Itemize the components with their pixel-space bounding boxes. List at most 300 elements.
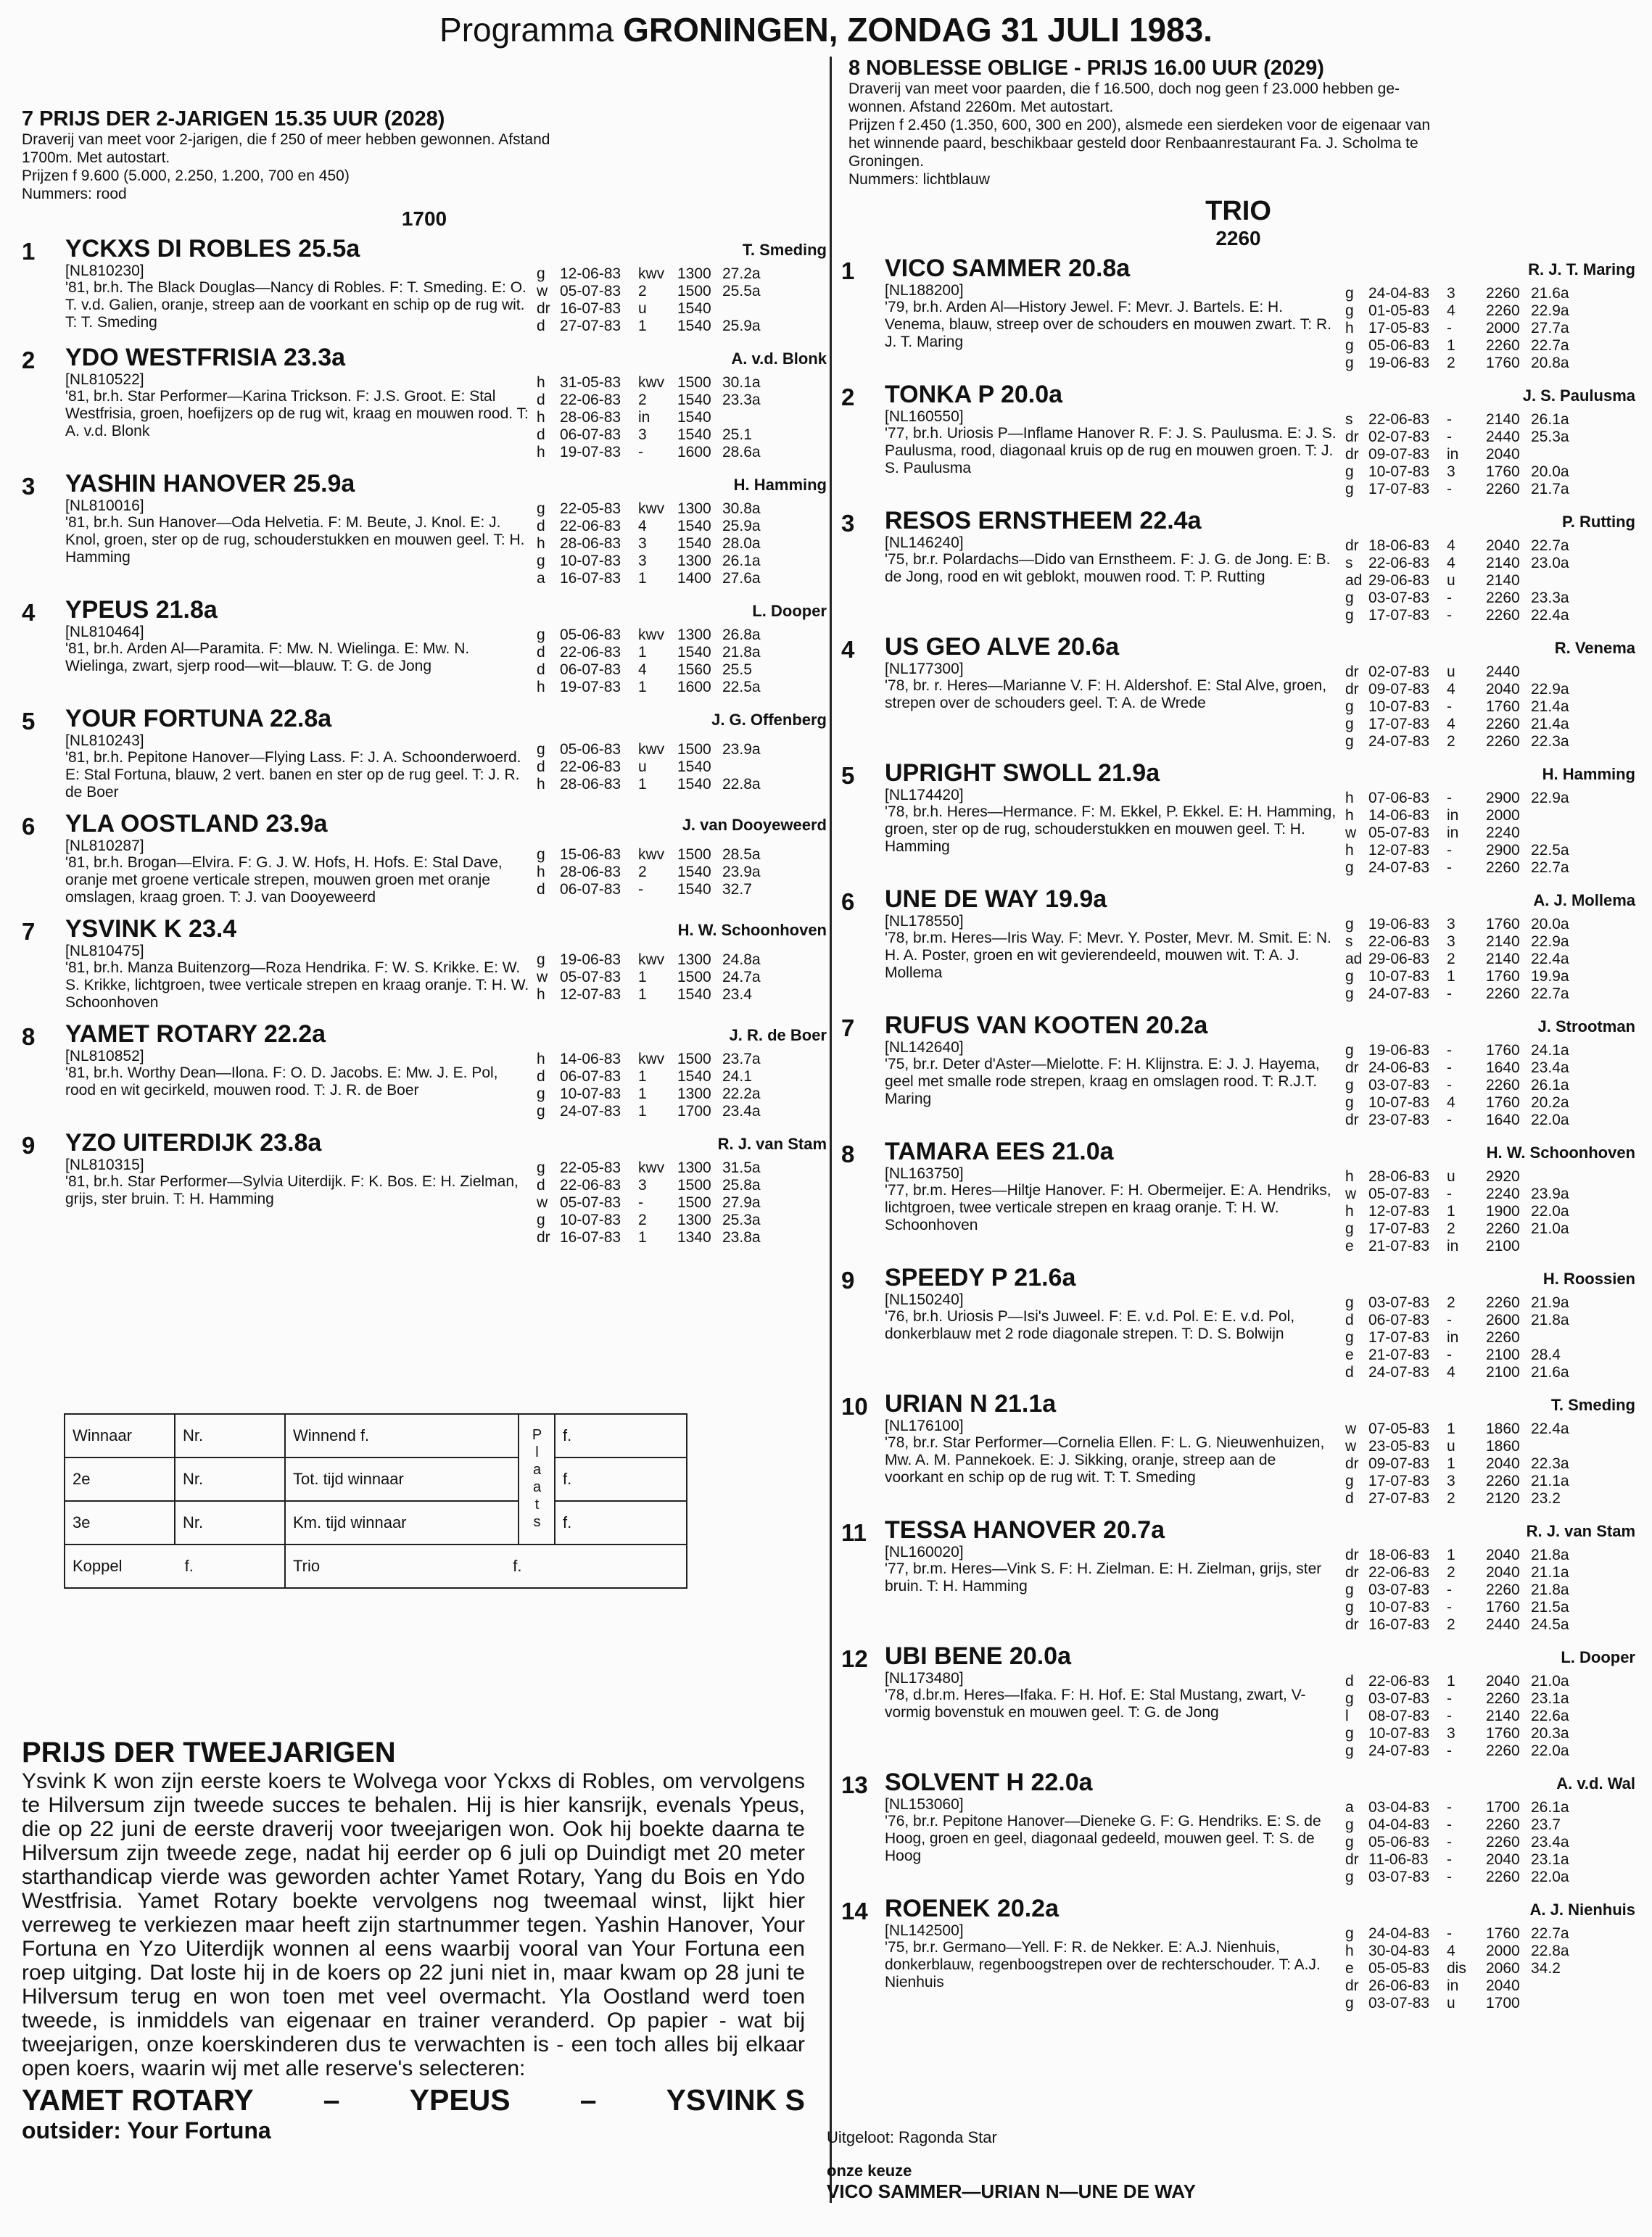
horse-description: '77, br.m. Heres—Vink S. F: H. Zielman. E: H. Zielman, grijs, ster bruin. T: H. Hamming [885, 1560, 1322, 1595]
performance-row [537, 679, 827, 696]
performance-row [537, 644, 827, 661]
horse-entry [841, 759, 1635, 877]
horse-info [885, 1390, 1345, 1508]
horse-name: URIAN N 21.1a [885, 1390, 1057, 1418]
performance-cell: 27.7a [1531, 320, 1569, 336]
performance-cell: 2260 [1486, 733, 1520, 750]
performance-row [1345, 951, 1635, 968]
performance-cell: - [1447, 1599, 1452, 1616]
horse-code: [NL176100] [885, 1418, 964, 1434]
performance-cell: 1860 [1486, 1421, 1520, 1437]
performance-row [1345, 1616, 1635, 1634]
horse-driver: A. v.d. Wal [1556, 1774, 1635, 1793]
horse-name: UBI BENE 20.0a [885, 1642, 1071, 1670]
performance-cell: 2260 [1486, 1220, 1520, 1237]
horse-name: US GEO ALVE 20.6a [885, 633, 1120, 661]
performance-row [1345, 1581, 1635, 1599]
horse-name: YSVINK K 23.4 [65, 915, 237, 943]
performance-cell: 22.4a [1531, 951, 1569, 967]
performance-cell: g [1345, 1869, 1354, 1885]
performance-cell: 1 [1447, 1203, 1455, 1220]
performance-cell: 20.8a [1531, 355, 1569, 371]
performance-cell: g [1345, 302, 1354, 319]
performance-cell: 2 [1447, 1564, 1455, 1581]
performance-cell: 24.5a [1531, 1616, 1569, 1633]
horse-code: [NL160020] [885, 1544, 964, 1560]
performance-cell: ad [1345, 951, 1363, 967]
performance-row [1345, 1238, 1635, 1255]
performance-cell: 10-07-83 [560, 1086, 621, 1102]
horse-driver: H. Hamming [733, 476, 827, 494]
horse-number: 12 [841, 1645, 868, 1672]
performance-cell: 1540 [677, 535, 711, 552]
horse-name: UPRIGHT SWOLL 21.9a [885, 759, 1160, 787]
performance-cell: h [537, 374, 545, 391]
performance-row [1345, 1834, 1635, 1851]
performance-cell: g [1345, 607, 1354, 624]
horse-number: 2 [841, 384, 855, 410]
performance-cell: 03-07-83 [1368, 1869, 1430, 1885]
performance-cell: in [1447, 446, 1459, 463]
result-winner-label: Winnaar [65, 1414, 175, 1457]
horse-number: 8 [22, 1023, 36, 1050]
performance-row [1345, 1329, 1635, 1347]
performance-cell: 22.0a [1531, 1203, 1569, 1220]
horse-info [885, 1642, 1345, 1760]
performance-row [537, 1086, 827, 1103]
horse-code: [NL810315] [65, 1157, 144, 1173]
horse-form [537, 810, 827, 906]
horse-name: RUFUS VAN KOOTEN 20.2a [885, 1012, 1208, 1039]
performance-cell: g [1345, 1925, 1354, 1942]
performance-cell: 28-06-83 [560, 409, 621, 426]
performance-row [1345, 1042, 1635, 1059]
performance-cell: 1600 [677, 444, 711, 460]
result-third-label: 3e [65, 1501, 175, 1545]
performance-cell: 28-06-83 [1368, 1168, 1430, 1185]
performance-cell: 03-07-83 [1368, 590, 1430, 606]
horse-entry [841, 255, 1635, 372]
horse-driver: J. G. Offenberg [711, 711, 827, 729]
performance-cell: 1560 [677, 661, 711, 678]
performance-cell: - [1447, 790, 1452, 806]
horse-description: '81, br.h. The Black Douglas—Nancy di Robles. F: T. Smeding. E: O. T. v.d. Galien, oranje, streep aan de voorkant en schip op de rug wit. T: T. Smeding [65, 279, 526, 331]
performance-cell: 1500 [677, 1177, 711, 1194]
horse-form [537, 344, 827, 461]
horse-form [1345, 1390, 1635, 1508]
performance-cell: 03-07-83 [1368, 1995, 1430, 2011]
horse-number: 9 [841, 1267, 855, 1294]
horse-code: [NL810287] [65, 838, 144, 854]
horse-info [885, 1264, 1345, 1381]
performance-cell: 2440 [1486, 429, 1520, 445]
horse-name: TAMARA EES 21.0a [885, 1138, 1114, 1165]
performance-row [1345, 807, 1635, 824]
performance-cell: 22.8a [722, 776, 761, 793]
horse-entry [22, 596, 827, 696]
performance-row [1345, 968, 1635, 985]
performance-cell: 23.2 [1531, 1490, 1561, 1507]
performance-cell: 1300 [677, 627, 711, 643]
performance-cell: 1760 [1486, 1042, 1520, 1059]
performance-cell: - [1447, 1581, 1452, 1598]
performance-cell: 27.2a [722, 265, 761, 282]
horse-info [885, 1516, 1345, 1634]
performance-cell: 1 [638, 986, 647, 1003]
performance-cell: h [537, 864, 545, 880]
performance-cell: s [1345, 933, 1353, 950]
performance-cell: 2260 [1486, 985, 1520, 1002]
performance-row [1345, 824, 1635, 842]
performance-cell: kwv [638, 500, 665, 517]
performance-row [537, 409, 827, 426]
performance-cell: 10-07-83 [1368, 698, 1430, 715]
horse-info [65, 810, 537, 906]
performance-row [1345, 1473, 1635, 1490]
horse-code: [NL178550] [885, 913, 964, 930]
horse-name: YCKXS DI ROBLES 25.5a [65, 235, 360, 262]
performance-row [1345, 933, 1635, 951]
performance-cell: 19-07-83 [560, 679, 621, 695]
performance-cell: 1 [1447, 1673, 1455, 1690]
performance-cell: 21.5a [1531, 1599, 1569, 1616]
performance-cell [722, 409, 788, 426]
performance-row [537, 283, 827, 300]
horse-description: '81, br.h. Manza Buitenzorg—Roza Hendrika. F: W. S. Krikke. E: W. S. Krikke, lichtgroen, twee verticale strepen en kraag oranje. T: H. W. Schoonhoven [65, 959, 529, 1011]
horse-form [1345, 1264, 1635, 1381]
performance-row [537, 846, 827, 864]
performance-cell: 10-07-83 [1368, 463, 1430, 480]
performance-cell: 22-05-83 [560, 1159, 621, 1176]
performance-row [1345, 481, 1635, 498]
performance-cell: 2000 [1486, 320, 1520, 336]
performance-cell: g [1345, 1742, 1354, 1759]
horse-number: 9 [22, 1132, 36, 1159]
horse-form [1345, 633, 1635, 751]
horse-description: '77, br.m. Heres—Hiltje Hanover. F: H. Obermeijer. E: A. Hendriks, lichtgroen, twee verticale strepen en kraag oranje. T: H. W. Schoonhoven [885, 1182, 1331, 1233]
performance-row [537, 570, 827, 587]
performance-cell: 2100 [1486, 1238, 1520, 1254]
performance-cell: 22.9a [1531, 302, 1569, 319]
performance-cell: 10-07-83 [560, 553, 621, 569]
performance-cell: 2240 [1486, 824, 1520, 841]
performance-cell: 12-07-83 [1368, 1203, 1430, 1220]
performance-cell: - [1447, 429, 1452, 445]
performance-row [1345, 1725, 1635, 1742]
horse-form [1345, 1642, 1635, 1760]
horse-info [885, 1769, 1345, 1886]
performance-cell: 17-07-83 [1368, 1220, 1430, 1237]
performance-cell: 22-06-83 [560, 518, 621, 534]
horse-number: 6 [22, 813, 36, 840]
performance-cell: 05-06-83 [560, 741, 621, 758]
performance-row [537, 553, 827, 570]
performance-cell: 23.9a [1531, 1186, 1569, 1202]
performance-row [537, 881, 827, 898]
horse-number: 13 [841, 1771, 868, 1798]
performance-cell: 1860 [1486, 1438, 1520, 1455]
performance-row [537, 758, 827, 776]
performance-cell: 2040 [1486, 681, 1520, 698]
horse-code: [NL177300] [885, 661, 964, 677]
horse-info [885, 633, 1345, 751]
performance-cell: 1760 [1486, 463, 1520, 480]
performance-row [1345, 790, 1635, 807]
performance-row [1345, 733, 1635, 751]
performance-row [1345, 859, 1635, 877]
result-trio-cell: Trio f. [285, 1545, 687, 1588]
performance-list [1345, 916, 1635, 1003]
performance-cell: 1500 [677, 969, 711, 985]
performance-cell: g [1345, 1690, 1354, 1707]
performance-cell: 14-06-83 [1368, 807, 1430, 824]
performance-cell: 3 [1447, 1725, 1455, 1742]
performance-cell: 1540 [677, 1068, 711, 1085]
horse-info [885, 255, 1345, 372]
performance-cell: g [537, 1212, 545, 1228]
performance-list [1345, 1673, 1635, 1760]
performance-cell: 28.4 [1531, 1347, 1561, 1363]
performance-cell: 1760 [1486, 916, 1520, 933]
horse-entry [841, 1012, 1635, 1129]
performance-cell: h [537, 535, 545, 552]
performance-cell: 16-07-83 [1368, 1616, 1430, 1633]
performance-cell: 2060 [1486, 1960, 1520, 1977]
performance-cell: 22.4a [1531, 1421, 1569, 1437]
performance-cell: 34.2 [1531, 1960, 1561, 1977]
article-body: Ysvink K won zijn eerste koers te Wolvega voor Yckxs di Robles, om vervolgens te Hilversum zijn tweede succes te behalen. Hij is hier kansrijk, evenals Ypeus, die op 22 juni de eerste draverij voor tweejarigen won. Ook hij boekte daarna te Hilversum zijn tweede zege, nadat hij eerder op 6 juli op Duindigt met 20 meter starthandicap vierde was geworden achter Yamet Rotary, Yang du Bois en Ydo Westfrisia. Yamet Rotary boekte vervolgens nog tweemaal winst, lijkt hier verreweg te verkiezen maar heeft zijn startnummer tegen. Yashin Hanover, Your Fortuna en Yzo Uiterdijk wonnen al eens waarbij vooral van Your Fortuna een roep uitging. Dat loste hij in de koers op 22 juni niet in, maar kwam op 28 juni te Hilversum terug en won toen met veel overmacht. Yla Oostland werd toen tweede, is inmiddels van eigenaar en trainer veranderd. Op papier - wat bij tweejarigen, onze koerskinderen dus te verwachten is - een toch alles bij elkaar open koers, waarin wij met alle reserve's selecteren: [22, 1769, 805, 2080]
performance-cell: - [1447, 1816, 1452, 1833]
performance-row [537, 318, 827, 335]
performance-cell: 25.8a [722, 1177, 761, 1194]
performance-cell: g [1345, 1329, 1354, 1346]
horse-entry [22, 915, 827, 1012]
performance-cell: a [537, 570, 545, 587]
performance-row [537, 426, 827, 444]
performance-cell: 23-05-83 [1368, 1438, 1430, 1455]
performance-cell: g [537, 1086, 545, 1102]
horse-number: 1 [22, 238, 36, 265]
draw-note: Uitgeloot: Ragonda Star [827, 2128, 997, 2146]
performance-row [537, 300, 827, 318]
horse-form [537, 1020, 827, 1120]
performance-cell: d [1345, 1312, 1354, 1328]
horse-info [885, 1138, 1345, 1255]
horse-code: [NL173480] [885, 1670, 964, 1687]
performance-list [1345, 285, 1635, 372]
performance-cell: 1540 [677, 986, 711, 1003]
performance-cell: 1500 [677, 283, 711, 299]
performance-cell: 01-05-83 [1368, 302, 1430, 319]
horse-code: [NL188200] [885, 282, 964, 299]
performance-row [537, 776, 827, 793]
performance-cell: 22-06-83 [560, 1177, 621, 1194]
race-8-conditions: Draverij van meet voor paarden, die f 16.500, doch nog geen f 23.000 hebben ge- wonnen. Afstand 2260m. Met autostart. Prijzen f 2.450 (1.350, 600, 300 en 200), alsmede een sierdeken voor de eigenaar van het winnende paard, beschikbaar gesteld door Renbaanrestaurant Fa. J. Scholma te Groningen. Nummers: lichtblauw [848, 80, 1431, 188]
performance-row [537, 535, 827, 553]
performance-cell: 1 [638, 1103, 647, 1120]
result-koppel-cell: Koppel f. [65, 1545, 285, 1588]
performance-list [1345, 1547, 1635, 1634]
performance-cell: 1760 [1486, 968, 1520, 985]
performance-cell: 1540 [677, 300, 711, 317]
performance-cell: 1 [1447, 1421, 1455, 1437]
horse-name: ROENEK 20.2a [885, 1895, 1059, 1922]
page-title: Programma GRONINGEN, ZONDAG 31 JULI 1983. [439, 11, 1213, 49]
performance-row [537, 1103, 827, 1120]
performance-cell [1531, 1168, 1596, 1186]
performance-cell: s [1345, 555, 1353, 571]
horse-driver: R. Venema [1554, 639, 1635, 657]
performance-cell: 32.7 [722, 881, 752, 898]
performance-cell: 22-06-83 [560, 392, 621, 408]
horse-code: [NL810016] [65, 497, 144, 514]
performance-row [537, 500, 827, 518]
performance-cell: - [1447, 320, 1452, 336]
performance-cell: 1 [638, 1068, 647, 1085]
performance-cell: 09-07-83 [1368, 681, 1430, 698]
performance-cell: 2000 [1486, 807, 1520, 824]
horse-entry [22, 470, 827, 587]
performance-list [1345, 1799, 1635, 1886]
performance-cell: 4 [1447, 681, 1455, 698]
performance-list [537, 500, 827, 587]
horse-driver: T. Smeding [742, 241, 827, 259]
performance-cell: 2920 [1486, 1168, 1520, 1185]
performance-cell: l [1345, 1708, 1349, 1724]
performance-cell: 2260 [1486, 337, 1520, 354]
performance-cell: 04-04-83 [1368, 1816, 1430, 1833]
performance-row [537, 1212, 827, 1229]
performance-cell: kwv [638, 374, 665, 391]
performance-cell: 06-07-83 [560, 1068, 621, 1085]
performance-cell: in [1447, 824, 1459, 841]
performance-row [537, 986, 827, 1004]
performance-cell [1531, 1238, 1596, 1255]
performance-cell: 28.0a [722, 535, 761, 552]
performance-cell: 10-07-83 [560, 1212, 621, 1228]
performance-cell: 21.9a [1531, 1294, 1569, 1311]
performance-cell: - [1447, 859, 1452, 876]
horse-name: YOUR FORTUNA 22.8a [65, 705, 332, 732]
performance-row [1345, 1186, 1635, 1203]
performance-cell: 26.1a [1531, 1077, 1569, 1093]
performance-cell: w [1345, 824, 1357, 841]
horse-code: [NL160550] [885, 408, 964, 425]
performance-cell: - [1447, 1077, 1452, 1093]
performance-cell: h [1345, 790, 1354, 806]
performance-cell: 06-07-83 [560, 881, 621, 898]
performance-cell: 2 [638, 864, 647, 880]
performance-cell: 26.8a [722, 627, 761, 643]
performance-cell: d [537, 661, 545, 678]
performance-cell: 22-06-83 [1368, 555, 1430, 571]
performance-cell: 1700 [677, 1103, 711, 1120]
performance-cell: - [1447, 1042, 1452, 1059]
performance-cell: - [1447, 842, 1452, 859]
performance-row [537, 1177, 827, 1194]
result-tot-tijd-label: Tot. tijd winnaar [285, 1457, 519, 1501]
performance-row [537, 661, 827, 679]
performance-cell: 1 [638, 679, 647, 695]
performance-cell: g [1345, 1077, 1354, 1093]
horse-name: YZO UITERDIJK 23.8a [65, 1129, 322, 1157]
performance-cell: 21.8a [1531, 1547, 1569, 1563]
performance-cell: h [537, 679, 545, 695]
performance-cell: 1500 [677, 741, 711, 758]
horse-number: 4 [841, 636, 855, 663]
performance-cell: 03-07-83 [1368, 1294, 1430, 1311]
performance-row [1345, 842, 1635, 859]
performance-cell: 2040 [1486, 537, 1520, 554]
horse-form [537, 915, 827, 1012]
performance-cell: - [1447, 985, 1452, 1002]
performance-cell: 21-07-83 [1368, 1347, 1430, 1363]
performance-cell: 2260 [1486, 1294, 1520, 1311]
horse-driver: R. J. van Stam [1526, 1522, 1635, 1540]
performance-cell: 06-07-83 [560, 426, 621, 443]
performance-cell: 20.0a [1531, 463, 1569, 480]
horse-driver: J. van Dooyeweerd [682, 816, 827, 834]
performance-cell: 07-05-83 [1368, 1421, 1430, 1437]
performance-cell: kwv [638, 627, 665, 643]
horse-description: '81, br.h. Star Performer—Sylvia Uiterdijk. F: K. Bos. E: H. Zielman, grijs, ster bruin. T: H. Hamming [65, 1173, 519, 1207]
horse-description: '78, br.r. Star Performer—Cornelia Ellen. F: L. G. Nieuwenhuizen, Mw. A. M. Pannekoek. E: J. Sikking, oranje, streep aan de voorkant en schip op de rug wit. T: T. Smeding [885, 1434, 1325, 1486]
horse-description: '78, br. r. Heres—Marianne V. F: H. Aldershof. E: Stal Alve, groen, strepen over de schouders geel. T: A. de Wrede [885, 677, 1327, 711]
performance-cell: 03-07-83 [1368, 1077, 1430, 1093]
performance-cell: 29-06-83 [1368, 951, 1430, 967]
performance-cell: 24-07-83 [1368, 985, 1430, 1002]
race-7-column [22, 57, 827, 1255]
performance-cell: - [1447, 1708, 1452, 1724]
horse-driver: L. Dooper [1561, 1648, 1635, 1666]
performance-cell: 25.9a [722, 518, 761, 534]
performance-cell: 28-06-83 [560, 776, 621, 793]
performance-cell: 10-07-83 [1368, 968, 1430, 985]
horse-form [537, 1129, 827, 1246]
performance-cell: 22.5a [722, 679, 761, 695]
performance-cell: g [1345, 1220, 1354, 1237]
performance-row [537, 741, 827, 758]
performance-cell: 17-05-83 [1368, 320, 1430, 336]
performance-cell: 23.1a [1531, 1851, 1569, 1868]
performance-cell: 21.4a [1531, 698, 1569, 715]
horse-description: '81, br.h. Sun Hanover—Oda Helvetia. F: M. Beute, J. Knol. E: J. Knol, groen, ster op de rug, schouderstukken en mouwen geel. T: H. Hamming [65, 514, 525, 566]
performance-cell: 2260 [1486, 716, 1520, 732]
performance-cell: 4 [1447, 1094, 1455, 1111]
performance-cell: u [638, 758, 647, 775]
performance-cell: 1540 [677, 644, 711, 661]
performance-cell: 25.5 [722, 661, 752, 678]
performance-cell: 23.3a [722, 392, 761, 408]
performance-cell: dr [1345, 663, 1359, 680]
performance-cell: 1 [638, 776, 647, 793]
performance-cell: 24.1 [722, 1068, 752, 1085]
horse-name: YASHIN HANOVER 25.9a [65, 470, 355, 497]
horse-code: [NL150240] [885, 1291, 964, 1308]
performance-cell: 03-07-83 [1368, 1690, 1430, 1707]
performance-cell: 4 [1447, 716, 1455, 732]
horse-code: [NL810475] [65, 943, 144, 959]
performance-cell: 1340 [677, 1229, 711, 1246]
performance-row [1345, 555, 1635, 572]
performance-cell: 2600 [1486, 1312, 1520, 1328]
performance-cell: 2440 [1486, 663, 1520, 680]
performance-row [537, 392, 827, 409]
horse-form [1345, 1138, 1635, 1255]
performance-cell: g [1345, 1294, 1354, 1311]
performance-row [1345, 1490, 1635, 1508]
performance-row [1345, 537, 1635, 555]
